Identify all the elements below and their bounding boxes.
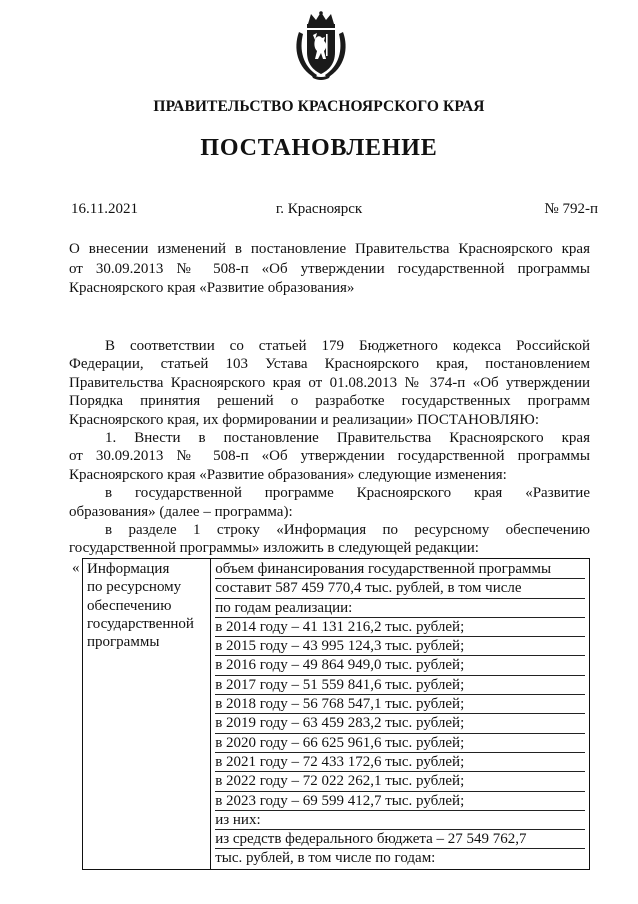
value-line: в 2016 году – 49 864 949,0 тыс. рублей;: [215, 656, 585, 675]
label-line: государственной: [87, 615, 194, 632]
body-line: Порядка принятия решений о разработке государственных программ: [69, 393, 590, 410]
organization-title: ПРАВИТЕЛЬСТВО КРАСНОЯРСКОГО КРАЯ: [153, 98, 485, 115]
subject-line: Красноярского края «Развитие образования»: [69, 280, 355, 296]
body-line: В соответствии со статьей 179 Бюджетного кодекса Российской: [105, 338, 590, 354]
value-line: в 2021 году – 72 433 172,6 тыс. рублей;: [215, 753, 585, 772]
body-line: в государственной программе Красноярского края «Развитие: [105, 485, 590, 502]
label-line: обеспечению: [87, 597, 172, 614]
resource-info-table: [82, 558, 590, 870]
value-line: в 2022 году – 72 022 262,1 тыс. рублей;: [215, 772, 585, 791]
value-line: тыс. рублей, в том числе по годам:: [215, 850, 436, 867]
body-line: в разделе 1 строку «Информация по ресурсному обеспечению: [105, 522, 590, 539]
body-line: государственной программы» изложить в следующей редакции:: [69, 540, 479, 557]
body-line: Федерации, статьей 103 Устава Красноярского края, постановлением: [69, 356, 590, 373]
document-city: г. Красноярск: [275, 201, 363, 217]
value-line: составит 587 459 770,4 тыс. рублей, в том числе: [215, 579, 585, 598]
body-line: Правительства Красноярского края от 01.08.2013 № 374-п «Об утверждении: [69, 374, 590, 391]
table-value-cell: [211, 559, 590, 870]
value-line: в 2015 году – 43 995 124,3 тыс. рублей;: [215, 637, 585, 656]
value-line: из средств федерального бюджета – 27 549 762,7: [215, 830, 585, 849]
value-line: в 2018 году – 56 768 547,1 тыс. рублей;: [215, 695, 585, 714]
value-line: в 2019 году – 63 459 283,2 тыс. рублей;: [215, 714, 585, 733]
value-line: объем финансирования государственной программы: [215, 560, 585, 579]
opening-quote: «: [72, 560, 80, 576]
subject-line: О внесении изменений в постановление Правительства Красноярского края: [69, 241, 590, 257]
label-line: программы: [87, 634, 160, 651]
body-line: Красноярского края, их формировании и реализации» ПОСТАНОВЛЯЮ:: [69, 411, 539, 428]
value-line: в 2020 году – 66 625 961,6 тыс. рублей;: [215, 734, 585, 753]
label-line: Информация: [87, 561, 170, 577]
document-subject: [69, 240, 590, 299]
subject-line: от 30.09.2013 № 508-п «Об утверждении государственной программы: [69, 260, 590, 277]
table-label-cell: [83, 559, 211, 870]
table-row: [83, 559, 590, 870]
body-line: образования» (далее – программа):: [69, 503, 293, 520]
value-line: из них:: [215, 811, 585, 830]
document-body: [69, 337, 590, 558]
body-line: от 30.09.2013 № 508-п «Об утверждении государственной программы: [69, 448, 590, 465]
document-type-title: ПОСТАНОВЛЕНИЕ: [200, 135, 438, 161]
document-date: 16.11.2021: [71, 201, 138, 217]
value-line: в 2023 году – 69 599 412,7 тыс. рублей;: [215, 792, 585, 811]
coat-of-arms-icon: [291, 10, 351, 82]
value-line: по годам реализации:: [215, 599, 585, 618]
label-line: по ресурсному: [87, 579, 182, 596]
document-number: № 792-п: [544, 201, 598, 217]
body-line: Красноярского края «Развитие образования» следующие изменения:: [69, 466, 507, 483]
value-line: в 2014 году – 41 131 216,2 тыс. рублей;: [215, 618, 585, 637]
value-line: в 2017 году – 51 559 841,6 тыс. рублей;: [215, 676, 585, 695]
body-line: 1. Внести в постановление Правительства Красноярского края: [105, 430, 590, 447]
